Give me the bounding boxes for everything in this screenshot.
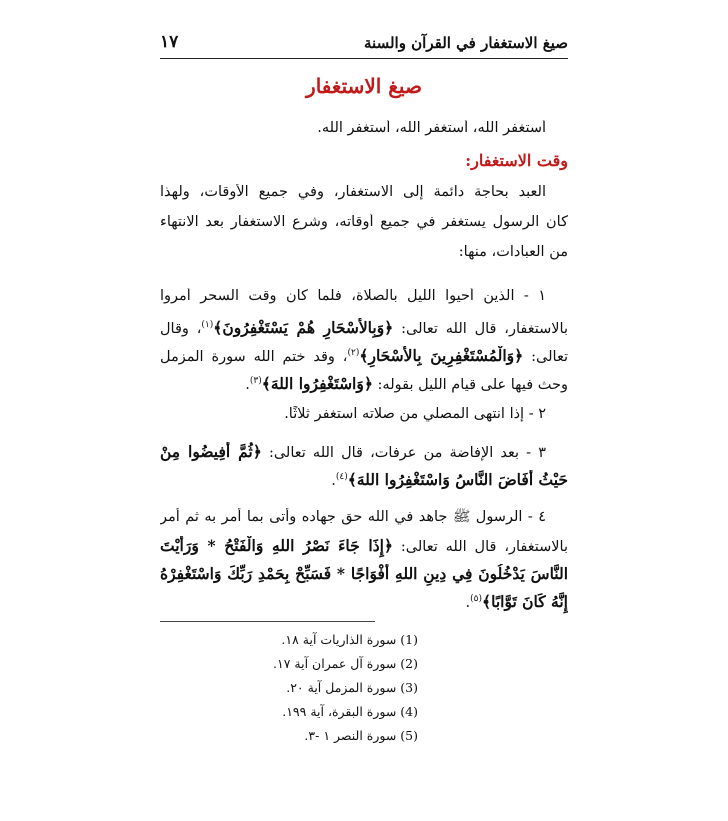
header-rule <box>160 58 568 59</box>
intro-line-2: كان الرسول يستغفر في جميع أوقاته، وشرع الاستغفار بعد الانتهاء <box>160 214 568 230</box>
running-title: صيغ الاستغفار في القرآن والسنة <box>364 34 568 52</box>
item-4-line-3 <box>160 564 568 590</box>
item-1-line-4 <box>160 374 568 400</box>
item-1-text-b: ، وقال <box>160 321 202 337</box>
quran-verse-2: ﴿وَالْمُسْتَغْفِرِينَ بِالأَسْحَارِ﴾ <box>359 346 524 365</box>
footnote-ref-2: (٢) <box>347 348 360 359</box>
intro-line-3: من العبادات، منها: <box>458 244 568 260</box>
footnote-1: (1) سورة الذاريات آية ١٨. <box>281 632 418 647</box>
item-1-line-2 <box>160 318 568 344</box>
time-heading: وقت الاستغفار: <box>465 151 568 170</box>
item-1-text-f: . <box>245 377 250 393</box>
item-1-text-c: تعالى: <box>531 349 568 365</box>
item-1-line-1: ١ - الذين أحيوا الليل بالصلاة، فلما كان وقت السحر أمروا <box>160 288 546 304</box>
item-3-text-b: . <box>331 473 336 489</box>
quran-verse-4a: ﴿ثُمَّ أَفِيضُوا مِنْ <box>160 442 262 461</box>
item-2: ٢ - إذا انتهى المصلي من صلاته استغفر ثلاثًا. <box>284 406 546 422</box>
item-3-line-1 <box>160 442 568 468</box>
quran-verse-5c: إِنَّهُ كَانَ تَوَّابًا﴾ <box>482 592 568 611</box>
item-1-text-d: ، وقد ختم الله سورة المزمل <box>160 349 348 365</box>
page-header <box>160 30 568 56</box>
item-3-text-a: ٣ - بعد الإفاضة من عرفات، قال الله تعالى: <box>268 445 546 461</box>
section-title: صيغ الاستغفار <box>306 74 422 98</box>
footnote-ref-1: (١) <box>201 320 214 331</box>
item-1-text-a: بالاستغفار، قال الله تعالى: <box>401 321 568 337</box>
footnote-ref-5: (٥) <box>470 594 483 605</box>
quran-verse-1: ﴿وَبِالأَسْحَارِ هُمْ يَسْتَغْفِرُونَ﴾ <box>213 318 394 337</box>
item-1-text-e: وحث فيها على قيام الليل بقوله: <box>377 377 568 393</box>
istighfar-formula: أستغفر الله، أستغفر الله، أستغفر الله. <box>317 120 546 136</box>
item-4-line-1: ٤ - الرسول ﷺ جاهد في الله حق جهاده وأتى بما أمر به ثم أُمر <box>160 509 546 525</box>
footnote-4: (4) سورة البقرة، آية ١٩٩. <box>282 704 418 719</box>
footnote-2: (2) سورة آل عمران آية ١٧. <box>273 656 418 671</box>
item-1-line-3 <box>160 346 568 372</box>
footnote-5: (5) سورة النصر ١ -٣. <box>304 728 418 743</box>
footnote-ref-4: (٤) <box>335 472 348 483</box>
quran-verse-4b: حَيْثُ أَفَاضَ النَّاسُ وَاسْتَغْفِرُوا اللهَ﴾ <box>347 470 568 489</box>
footnote-3: (3) سورة المزمل آية ٢٠. <box>286 680 418 695</box>
footnote-rule <box>160 621 375 622</box>
quran-verse-3: ﴿وَاسْتَغْفِرُوا اللهَ﴾ <box>261 374 373 393</box>
page-number: ١٧ <box>160 32 179 52</box>
item-3-line-2 <box>160 470 568 496</box>
item-4-text-b: . <box>465 595 471 611</box>
item-4-line-2 <box>160 536 568 562</box>
quran-verse-5a: ﴿إِذَا جَاءَ نَصْرُ اللهِ وَالْفَتْحُ * وَرَأَيْتَ <box>160 536 393 555</box>
item-4-text-a: بالاستغفار، قال الله تعالى: <box>400 539 568 555</box>
intro-line-1: العبد بحاجة دائمة إلى الاستغفار، وفي جميع الأوقات، ولهذا <box>160 184 546 200</box>
item-4-line-4 <box>160 592 568 618</box>
footnote-ref-3: (٣) <box>249 376 262 387</box>
quran-verse-5b: النَّاسَ يَدْخُلُونَ فِي دِينِ اللهِ أَفْوَاجًا * فَسَبِّحْ بِحَمْدِ رَبِّكَ وَاسْتَغْفِرْهُ <box>160 564 568 583</box>
